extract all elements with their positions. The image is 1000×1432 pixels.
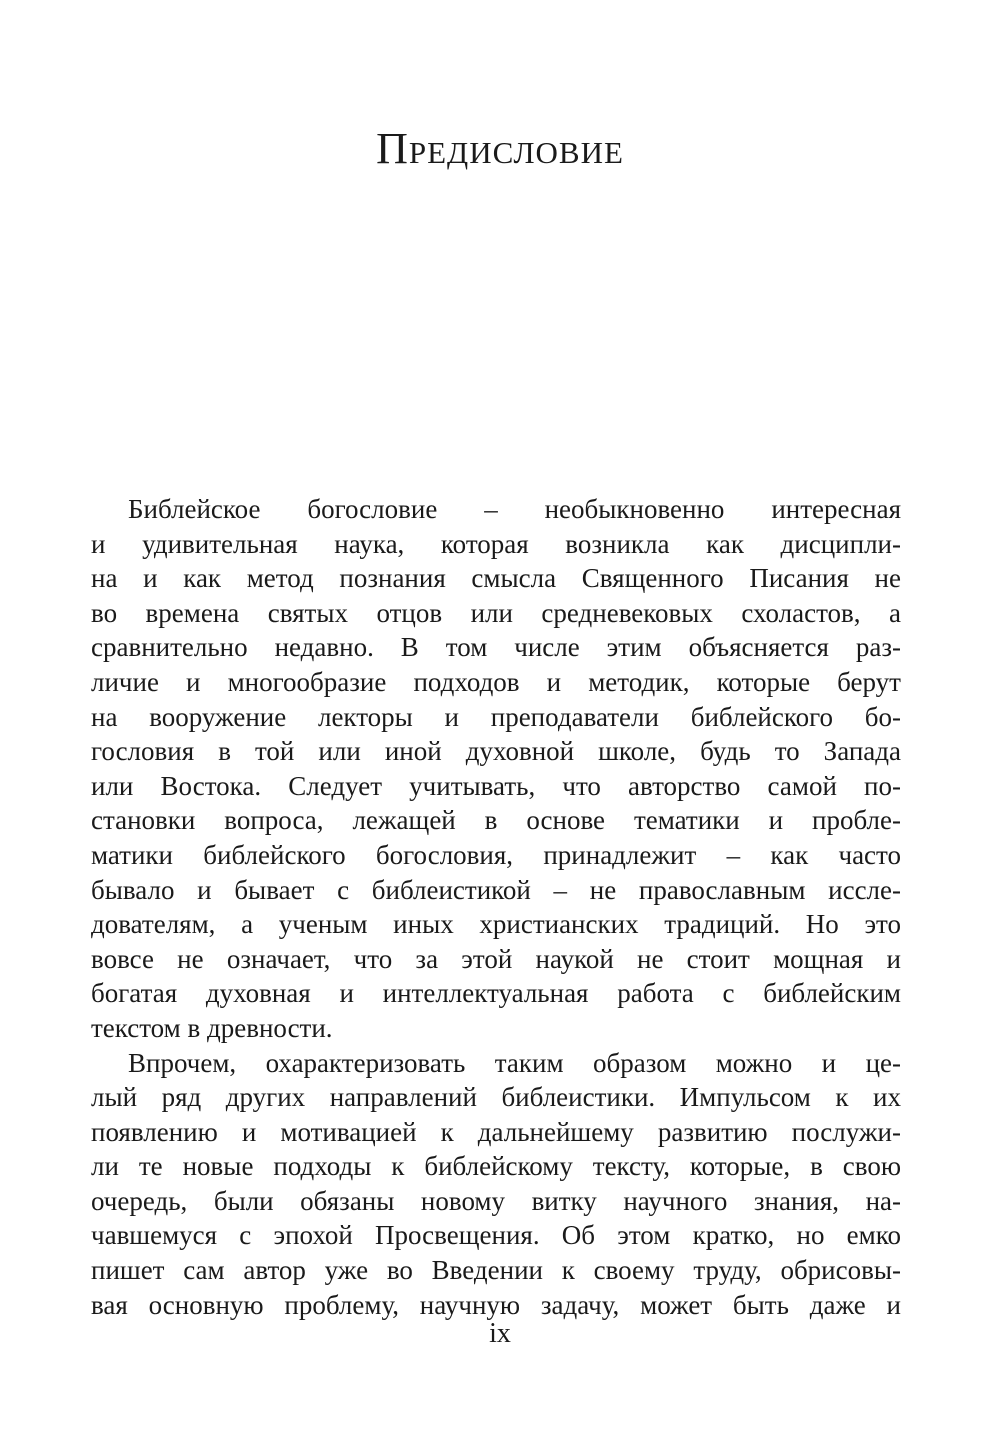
text-line: текстом в древности. <box>91 1012 333 1043</box>
text-line: бывало и бывает с библеистикой – не православным иссле- <box>91 874 901 905</box>
text-line: и удивительная наука, которая возникла как дисципли- <box>91 528 901 559</box>
text-line: появлению и мотивацией к дальнейшему развитию послужи- <box>91 1116 901 1147</box>
text-line: гословия в той или иной духовной школе, будь то Запада <box>91 736 901 767</box>
text-line: матики библейского богословия, принадлежит – как часто <box>91 839 901 870</box>
text-line: личие и многообразие подходов и методик, которые берут <box>91 666 901 697</box>
text-line: на вооружение лекторы и преподаватели библейского бо- <box>91 701 901 732</box>
text-line: дователям, а ученым иных христианских традиций. Но это <box>91 909 901 940</box>
text-line: лый ряд других направлений библеистики. Импульсом к их <box>91 1082 901 1113</box>
text-line: вовсе не означает, что за этой наукой не стоит мощная и <box>91 943 901 974</box>
text-line: Библейское богословие – необыкновенно интересная <box>128 494 901 524</box>
text-line: чавшемуся с эпохой Просвещения. Об этом кратко, но емко <box>91 1220 901 1251</box>
paragraph <box>91 1046 901 1323</box>
text-line: вая основную проблему, научную задачу, может быть даже и <box>91 1289 901 1320</box>
text-line: ли те новые подходы к библейскому тексту, которые, в свою <box>91 1151 901 1182</box>
text-line: на и как метод познания смысла Священного Писания не <box>91 563 901 594</box>
text-line: во времена святых отцов или средневековых схоластов, а <box>91 597 901 628</box>
text-line: богатая духовная и интеллектуальная работа с библейским <box>91 978 901 1009</box>
text-line: Впрочем, охарактеризовать таким образом можно и це- <box>128 1047 901 1078</box>
body-text <box>91 492 901 1322</box>
text-line: пишет сам автор уже во Введении к своему труду, обрисовы- <box>91 1255 901 1286</box>
paragraph <box>91 492 901 1046</box>
text-line: очередь, были обязаны новому витку научного знания, на- <box>91 1185 901 1216</box>
text-line: или Востока. Следует учитывать, что авторство самой по- <box>91 770 901 801</box>
text-line: становки вопроса, лежащей в основе тематики и пробле- <box>91 805 901 836</box>
page-title: Предисловие <box>376 124 624 173</box>
page-number: ix <box>489 1318 511 1349</box>
text-line: сравнительно недавно. В том числе этим объясняется раз- <box>91 632 901 663</box>
